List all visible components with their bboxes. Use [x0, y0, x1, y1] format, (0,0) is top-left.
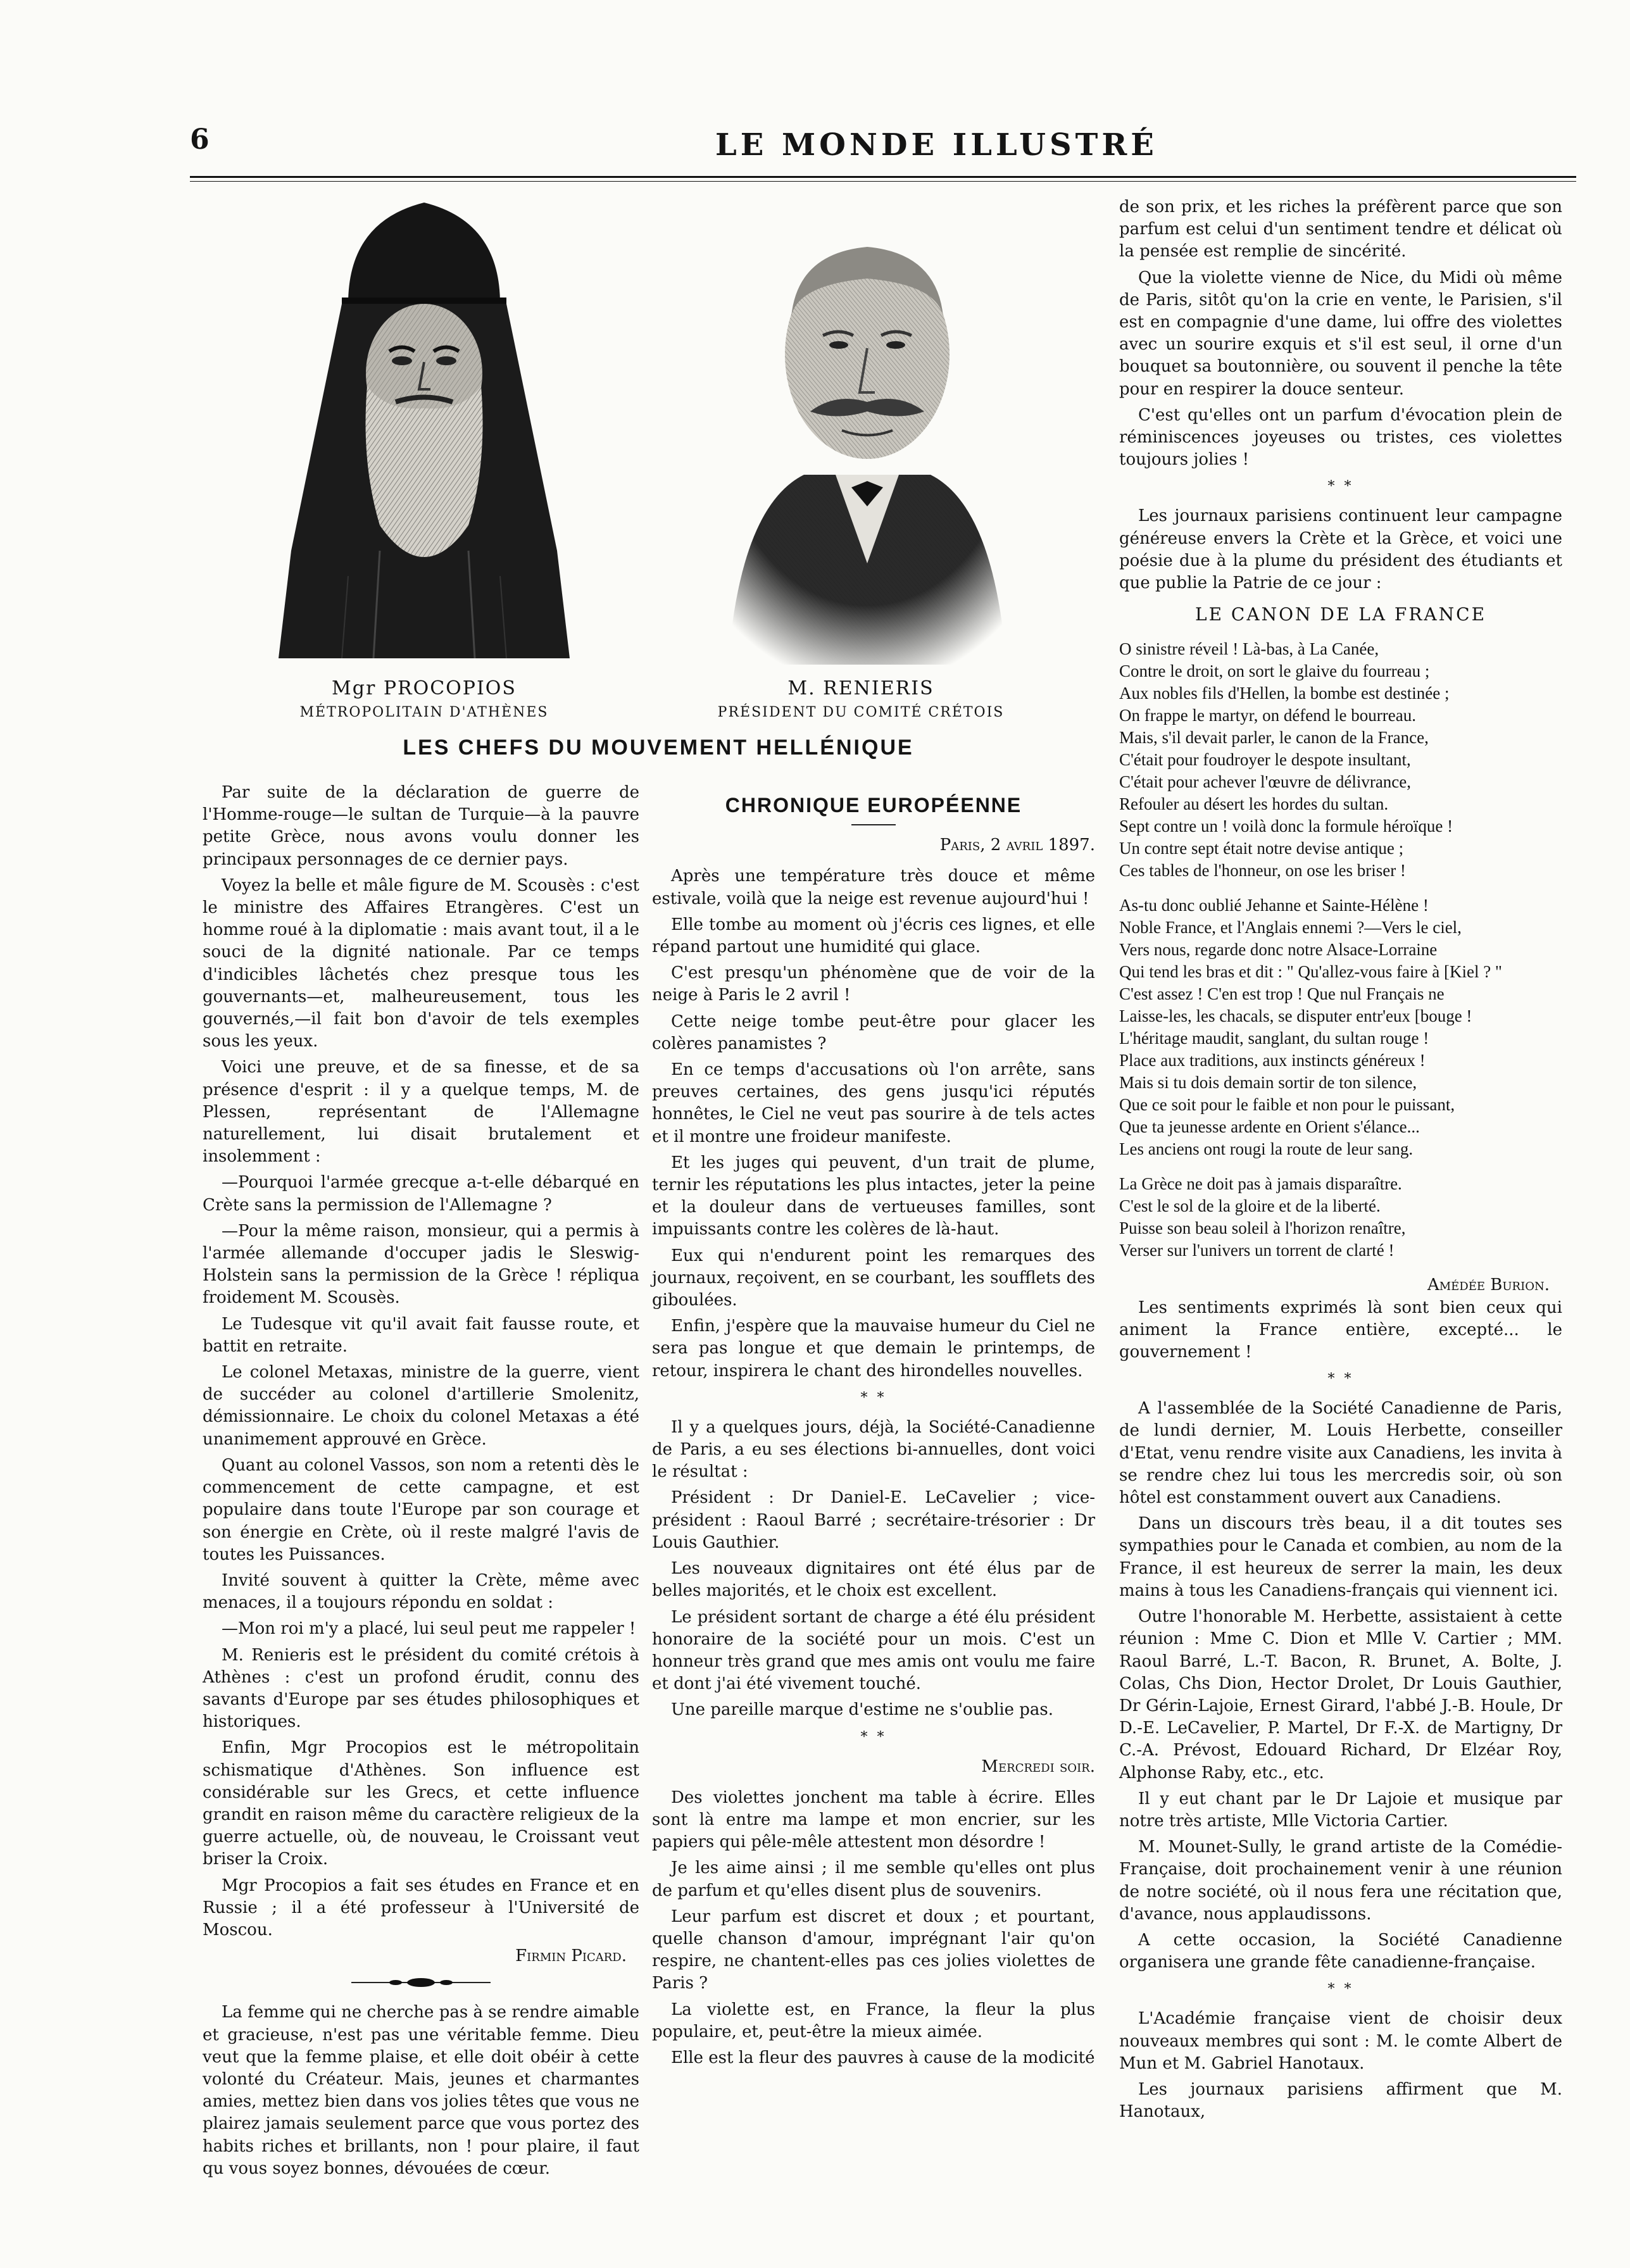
section-separator: * *: [1327, 1371, 1354, 1388]
poem-line: L'héritage maudit, sanglant, du sultan rouge !: [1119, 1029, 1429, 1048]
poem-line: Que ta jeunesse ardente en Orient s'élance...: [1119, 1117, 1420, 1137]
poem-stanza-1: [1119, 638, 1562, 882]
poem-line: Laisse-les, les chacals, se disputer entr'eux [bouge !: [1119, 1006, 1472, 1026]
page-number: 6: [190, 123, 210, 156]
poem-line: Puisse son beau soleil à l'horizon renaître,: [1119, 1219, 1406, 1238]
masthead-rule-thin: [190, 181, 1576, 182]
masthead: [190, 123, 1576, 168]
portrait-renieris: [690, 209, 1044, 665]
poem-line: C'est le sol de la gloire et de la liberté.: [1119, 1196, 1381, 1216]
paragraph: M. Renieris est le président du comité crétois à Athènes : c'est un profond érudit, connu des savants d'Europe par ses études philosophiques et historiques.: [203, 1645, 639, 1732]
paragraph: La femme qui ne cherche pas à se rendre aimable et gracieuse, n'est pas une véritable femme. Dieu veut que la femme plaise, et elle doit obéir à cette volonté du Créateur. Mais, jeunes et charmantes amies, mettez bien dans vos jolies têtes que vous ne plairez jamais seulement parce que vous portez des habits riches et brillants, non ! pour plaire, il faut qu vous soyez bonnes, dévouées de cœur.: [203, 2003, 639, 2178]
column-2: [652, 794, 1095, 2073]
article-femme: [203, 2002, 639, 2180]
campagne-intro: [1119, 505, 1562, 594]
section-separator: * *: [860, 1389, 887, 1406]
paragraph: Voici une preuve, et de sa finesse, et de sa présence d'esprit : il y a quelque temps, M. de Plessen, représentant de l'Allemagne naturellement, lui disait brutalement et insolemment :: [203, 1058, 639, 1167]
poem-line: On frappe le martyr, on défend le bourreau.: [1119, 706, 1416, 725]
poem-line: Les anciens ont rougi la route de leur sang.: [1119, 1139, 1414, 1159]
masthead-rule: [190, 176, 1576, 178]
poem-line: Verser sur l'univers un torrent de clarté !: [1119, 1241, 1395, 1260]
column-1: [203, 782, 639, 2184]
caption-renieris: [639, 677, 1082, 720]
paragraph: La violette est, en France, la fleur la plus populaire, et, peut-être la mieux aimée.: [652, 2000, 1095, 2041]
paragraph: Il y a quelques jours, déjà, la Société-Canadienne de Paris, a eu ses élections bi-annuelles, dont voici le résultat :: [652, 1417, 1095, 1482]
paragraph: —Pour la même raison, monsieur, qui a permis à l'armée allemande d'occuper jadis le Sleswig-Holstein sans la permission de la Grèce ! répliqua froidement M. Scousès.: [203, 1221, 639, 1308]
paragraph: Des violettes jonchent ma table à écrire. Elles sont là entre ma lampe et mon encrier, sur les papiers qui pêle-mêle attestent mon désordre !: [652, 1788, 1095, 1852]
paragraph: de son prix, et les riches la préfèrent parce que son parfum est celui d'un sentiment tendre et délicat où la pensée est remplie de sincérité.: [1119, 197, 1562, 261]
caption-role: PRÉSIDENT DU COMITÉ CRÉTOIS: [717, 705, 1005, 720]
caption-name: M. RENIERIS: [787, 677, 934, 699]
paragraph: Par suite de la déclaration de guerre de l'Homme-rouge—le sultan de Turquie—à la pauvre petite Grèce, nous avons voulu donner les principaux personnages de ce dernier pays.: [203, 783, 639, 869]
poem-line: Refouler au désert les hordes du sultan.: [1119, 794, 1389, 814]
poem-stanza-2: [1119, 894, 1562, 1160]
poem-line: As-tu donc oublié Jehanne et Sainte-Hélène !: [1119, 896, 1429, 915]
paragraph: —Mon roi m'y a placé, lui seul peut me rappeler !: [222, 1619, 636, 1639]
section-separator: * *: [1327, 479, 1354, 495]
poem-line: C'était pour achever l'œuvre de délivrance,: [1119, 772, 1412, 792]
paragraph: Leur parfum est discret et doux ; et pourtant, quelle chanson d'amour, imprégnant l'air qu'on respire, ne chantent-elles pas ces jolies violettes de Paris ?: [652, 1907, 1095, 1993]
paragraph: Les journaux parisiens affirment que M. Hanotaux,: [1119, 2079, 1562, 2122]
paragraph: C'est qu'elles ont un parfum d'évocation plein de réminiscences joyeuses ou tristes, ces violettes toujours jolies !: [1119, 405, 1562, 470]
portrait-procopios: [253, 196, 595, 658]
paragraph: M. Mounet-Sully, le grand artiste de la Comédie-Française, doit prochainement venir à une réunion de notre société, où il nous fera une récitation que, d'avance, nous applaudissons.: [1119, 1838, 1562, 1924]
poem-line: Que ce soit pour le faible et non pour le puissant,: [1119, 1095, 1455, 1115]
chronique-societe: [652, 1417, 1095, 1722]
poem-line: Sept contre un ! voilà donc la formule héroïque !: [1119, 817, 1453, 836]
academie-article: [1119, 2008, 1562, 2123]
section-separator: * *: [1327, 1981, 1354, 1998]
paragraph: Outre l'honorable M. Herbette, assistaient à cette réunion : Mme C. Dion et Mlle V. Cartier ; MM. Raoul Barré, L.-T. Bacon, R. Brunet, A. Bolte, J. Colas, Chs Dion, Hector Drolet, Dr Louis Gauthier, Dr Gérin-Lajoie, Ernest Girard, l'abbé J.-B. Houle, Dr D.-E. LeCavelier, P. Martel, Dr F.-X. de Martigny, Dr C.-A. Prévost, Edouard Richard, Dr Elzéar Roy, Alphonse Raby, etc., etc.: [1119, 1607, 1562, 1782]
title-rule: [851, 824, 896, 825]
paragraph: Et les juges qui peuvent, d'un trait de plume, ternir les réputations les plus intactes, jeter la peine et la douleur dans de vertueuses familles, sont impuissants contre les colères de là-haut.: [652, 1153, 1095, 1239]
poem-line: Un contre sept était notre devise antique ;: [1119, 839, 1404, 858]
paragraph: Président : Dr Daniel-E. LeCavelier ; vice-président : Raoul Barré ; secrétaire-trésorier : Dr Louis Gauthier.: [652, 1488, 1095, 1552]
poem-signature: Amédée Burion.: [1427, 1275, 1550, 1295]
poem-line: Place aux traditions, aux instincts généreux !: [1119, 1051, 1426, 1070]
poem-line: O sinistre réveil ! Là-bas, à La Canée,: [1119, 639, 1379, 659]
paragraph: Elle est la fleur des pauvres à cause de la modicité: [671, 2048, 1095, 2067]
caption-role: MÉTROPOLITAIN D'ATHÈNES: [299, 705, 549, 720]
poem-line: Ces tables de l'honneur, on ose les briser !: [1119, 861, 1406, 880]
poem-line: La Grèce ne doit pas à jamais disparaître.: [1119, 1174, 1402, 1194]
poem-line: Mais si tu dois demain sortir de ton silence,: [1119, 1073, 1417, 1093]
paragraph: Eux qui n'endurent point les remarques des journaux, reçoivent, en se courbant, les soufflets des giboulées.: [652, 1246, 1095, 1310]
section-separator: * *: [860, 1729, 887, 1745]
poem-line: Mais, s'il devait parler, le canon de la France,: [1119, 728, 1429, 748]
paragraph: Enfin, Mgr Procopios est le métropolitain schismatique d'Athènes. Son influence est considérable sur les Grecs, et cette influence grandit en raison même du caractère religieux de la guerre actuelle, où, de nouveau, le Croissant veut briser la Croix.: [203, 1738, 639, 1869]
paragraph: Les journaux parisiens continuent leur campagne généreuse envers la Crète et la Grèce, et voici une poésie due à la plume du président des étudiants et que publie la Patrie de ce jour :: [1119, 506, 1562, 593]
poem-line: Contre le droit, on sort le glaive du fourreau ;: [1119, 661, 1430, 681]
paragraph: L'Académie française vient de choisir deux nouveaux membres qui sont : M. le comte Albert de Mun et M. Gabriel Hanotaux.: [1119, 2009, 1562, 2073]
poem-title: LE CANON DE LA FRANCE: [1194, 604, 1487, 625]
paragraph: Les sentiments exprimés là sont bien ceux qui animent la France entière, excepté... le gouvernement !: [1119, 1298, 1562, 1362]
sentiments-paragraph: [1119, 1297, 1562, 1364]
poem-line: Noble France, et l'Anglais ennemi ?—Vers le ciel,: [1119, 918, 1462, 937]
dateline: Paris, 2 avril 1897.: [939, 836, 1095, 855]
chronique-violettes: [652, 1787, 1095, 2069]
paragraph: Quant au colonel Vassos, son nom a retenti dès le commencement de cette campagne, et est populaire dans toute l'Europe par son courage et son énergie en Crète, où il reste malgré l'avis de toutes les Puissances.: [203, 1455, 639, 1564]
paragraph: Mgr Procopios a fait ses études en France et en Russie ; il a été professeur à l'Université de Moscou.: [203, 1876, 639, 1939]
paragraph: Enfin, j'espère que la mauvaise humeur du Ciel ne sera pas longue et que demain le printemps, de retour, inspirera le chant des hirondelles nouvelles.: [652, 1317, 1095, 1381]
paragraph: Invité souvent à quitter la Crète, même avec menaces, il a toujours répondu en soldat :: [203, 1570, 639, 1613]
paragraph: Après une température très douce et même estivale, voilà que la neige est revenue aujourd'hui !: [652, 867, 1095, 908]
author-signature: Firmin Picard.: [515, 1946, 627, 1966]
paragraph: Cette neige tombe peut-être pour glacer les colères panamistes ?: [652, 1012, 1095, 1053]
article-chefs: [203, 782, 639, 1941]
ornament-divider: [345, 1976, 497, 1989]
procopios-engraving: [253, 196, 595, 658]
main-headline: LES CHEFS DU MOUVEMENT HELLÉNIQUE: [403, 736, 914, 760]
poem-line: C'est assez ! C'en est trop ! Que nul Français ne: [1119, 984, 1445, 1004]
dateline-mercredi: Mercredi soir.: [981, 1757, 1095, 1776]
paragraph: Le président sortant de charge a été élu président honoraire de la société pour un mois. C'est un honneur très grand que mes amis ont voulu me faire et dont j'ai été vivement touché.: [652, 1607, 1095, 1694]
violettes-suite: [1119, 196, 1562, 471]
paragraph: Le colonel Metaxas, ministre de la guerre, vient de succéder au colonel d'artillerie Smolenitz, démissionnaire. Le choix du colonel Metaxas a été unanimement approuvé en Grèce.: [203, 1363, 639, 1449]
paragraph: Une pareille marque d'estime ne s'oublie pas.: [671, 1700, 1054, 1720]
poem-line: Qui tend les bras et dit : " Qu'allez-vous faire à [Kiel ? ": [1119, 962, 1502, 982]
societe-canadienne-article: [1119, 1398, 1562, 1974]
chronique-neige: [652, 865, 1095, 1382]
paragraph: Dans un discours très beau, il a dit toutes ses sympathies pour le Canada et combien, au nom de la France, il est heureux de serrer la main, les deux mains à tous les Canadiens-français qui viennent ici.: [1119, 1514, 1562, 1600]
publication-title: LE MONDE ILLUSTRÉ: [715, 127, 1158, 163]
paragraph: A cette occasion, la Société Canadienne organisera une grande fête canadienne-française.: [1119, 1930, 1562, 1972]
chronique-title: CHRONIQUE EUROPÉENNE: [725, 794, 1022, 817]
column-3: [1119, 196, 1562, 2127]
renieris-engraving: [690, 209, 1044, 665]
paragraph: Elle tombe au moment où j'écris ces lignes, et elle répand partout une humidité qui glace.: [652, 915, 1095, 957]
paragraph: C'est presqu'un phénomène que de voir de la neige à Paris le 2 avril !: [652, 963, 1095, 1005]
paragraph: A l'assemblée de la Société Canadienne de Paris, de lundi dernier, M. Louis Herbette, conseiller d'Etat, venu rendre visite aux Canadiens, les invita à se rendre chez lui tous les mercredis soir, où son hôtel est constamment ouvert aux Canadiens.: [1119, 1399, 1562, 1508]
paragraph: Que la violette vienne de Nice, du Midi où même de Paris, sitôt qu'on la crie en vente, le Parisien, s'il est en compagnie d'une dame, lui offre des violettes avec un sourire exquis et s'il est seul, il orne d'un bouquet sa boutonnière, ou souvent il penche la tête pour en respirer la douce senteur.: [1119, 268, 1562, 399]
paragraph: —Pourquoi l'armée grecque a-t-elle débarqué en Crète sans la permission de l'Allemagne ?: [203, 1173, 639, 1215]
poem-stanza-3: [1119, 1173, 1562, 1262]
paragraph: Il y eut chant par le Dr Lajoie et musique par notre très artiste, Mlle Victoria Cartier.: [1119, 1789, 1562, 1831]
paragraph: Voyez la belle et mâle figure de M. Scousès : c'est le ministre des Affaires Etrangères. C'est un homme roué à la diplomatie : mais avant tout, il a le souci de la dignité nationale. Par ce temps d'indicibles lâchetés chez presque tous les gouvernants—et, malheureusement, tous les gouvernés,—il fait bon d'avoir de tels exemples sous les yeux.: [203, 875, 639, 1051]
poem-line: Vers nous, regarde donc notre Alsace-Lorraine: [1119, 940, 1438, 960]
poem-line: Aux nobles fils d'Hellen, la bombe est destinée ;: [1119, 684, 1450, 703]
paragraph: En ce temps d'accusations où l'on arrête, sans preuves certaines, des gens jusqu'ici réputés honnêtes, le Ciel ne veut pas sourire à de tels actes et il montre une froideur manifeste.: [652, 1060, 1095, 1146]
caption-name: Mgr PROCOPIOS: [332, 677, 517, 699]
caption-procopios: [209, 677, 639, 720]
paragraph: Le Tudesque vit qu'il avait fait fausse route, et battit en retraite.: [203, 1314, 639, 1356]
poem-line: C'était pour foudroyer le despote insultant,: [1119, 750, 1411, 770]
paragraph: Les nouveaux dignitaires ont été élus par de belles majorités, et le choix est excellent.: [652, 1559, 1095, 1601]
paragraph: Je les aime ainsi ; il me semble qu'elles ont plus de parfum et qu'elles disent plus de souvenirs.: [652, 1858, 1095, 1900]
